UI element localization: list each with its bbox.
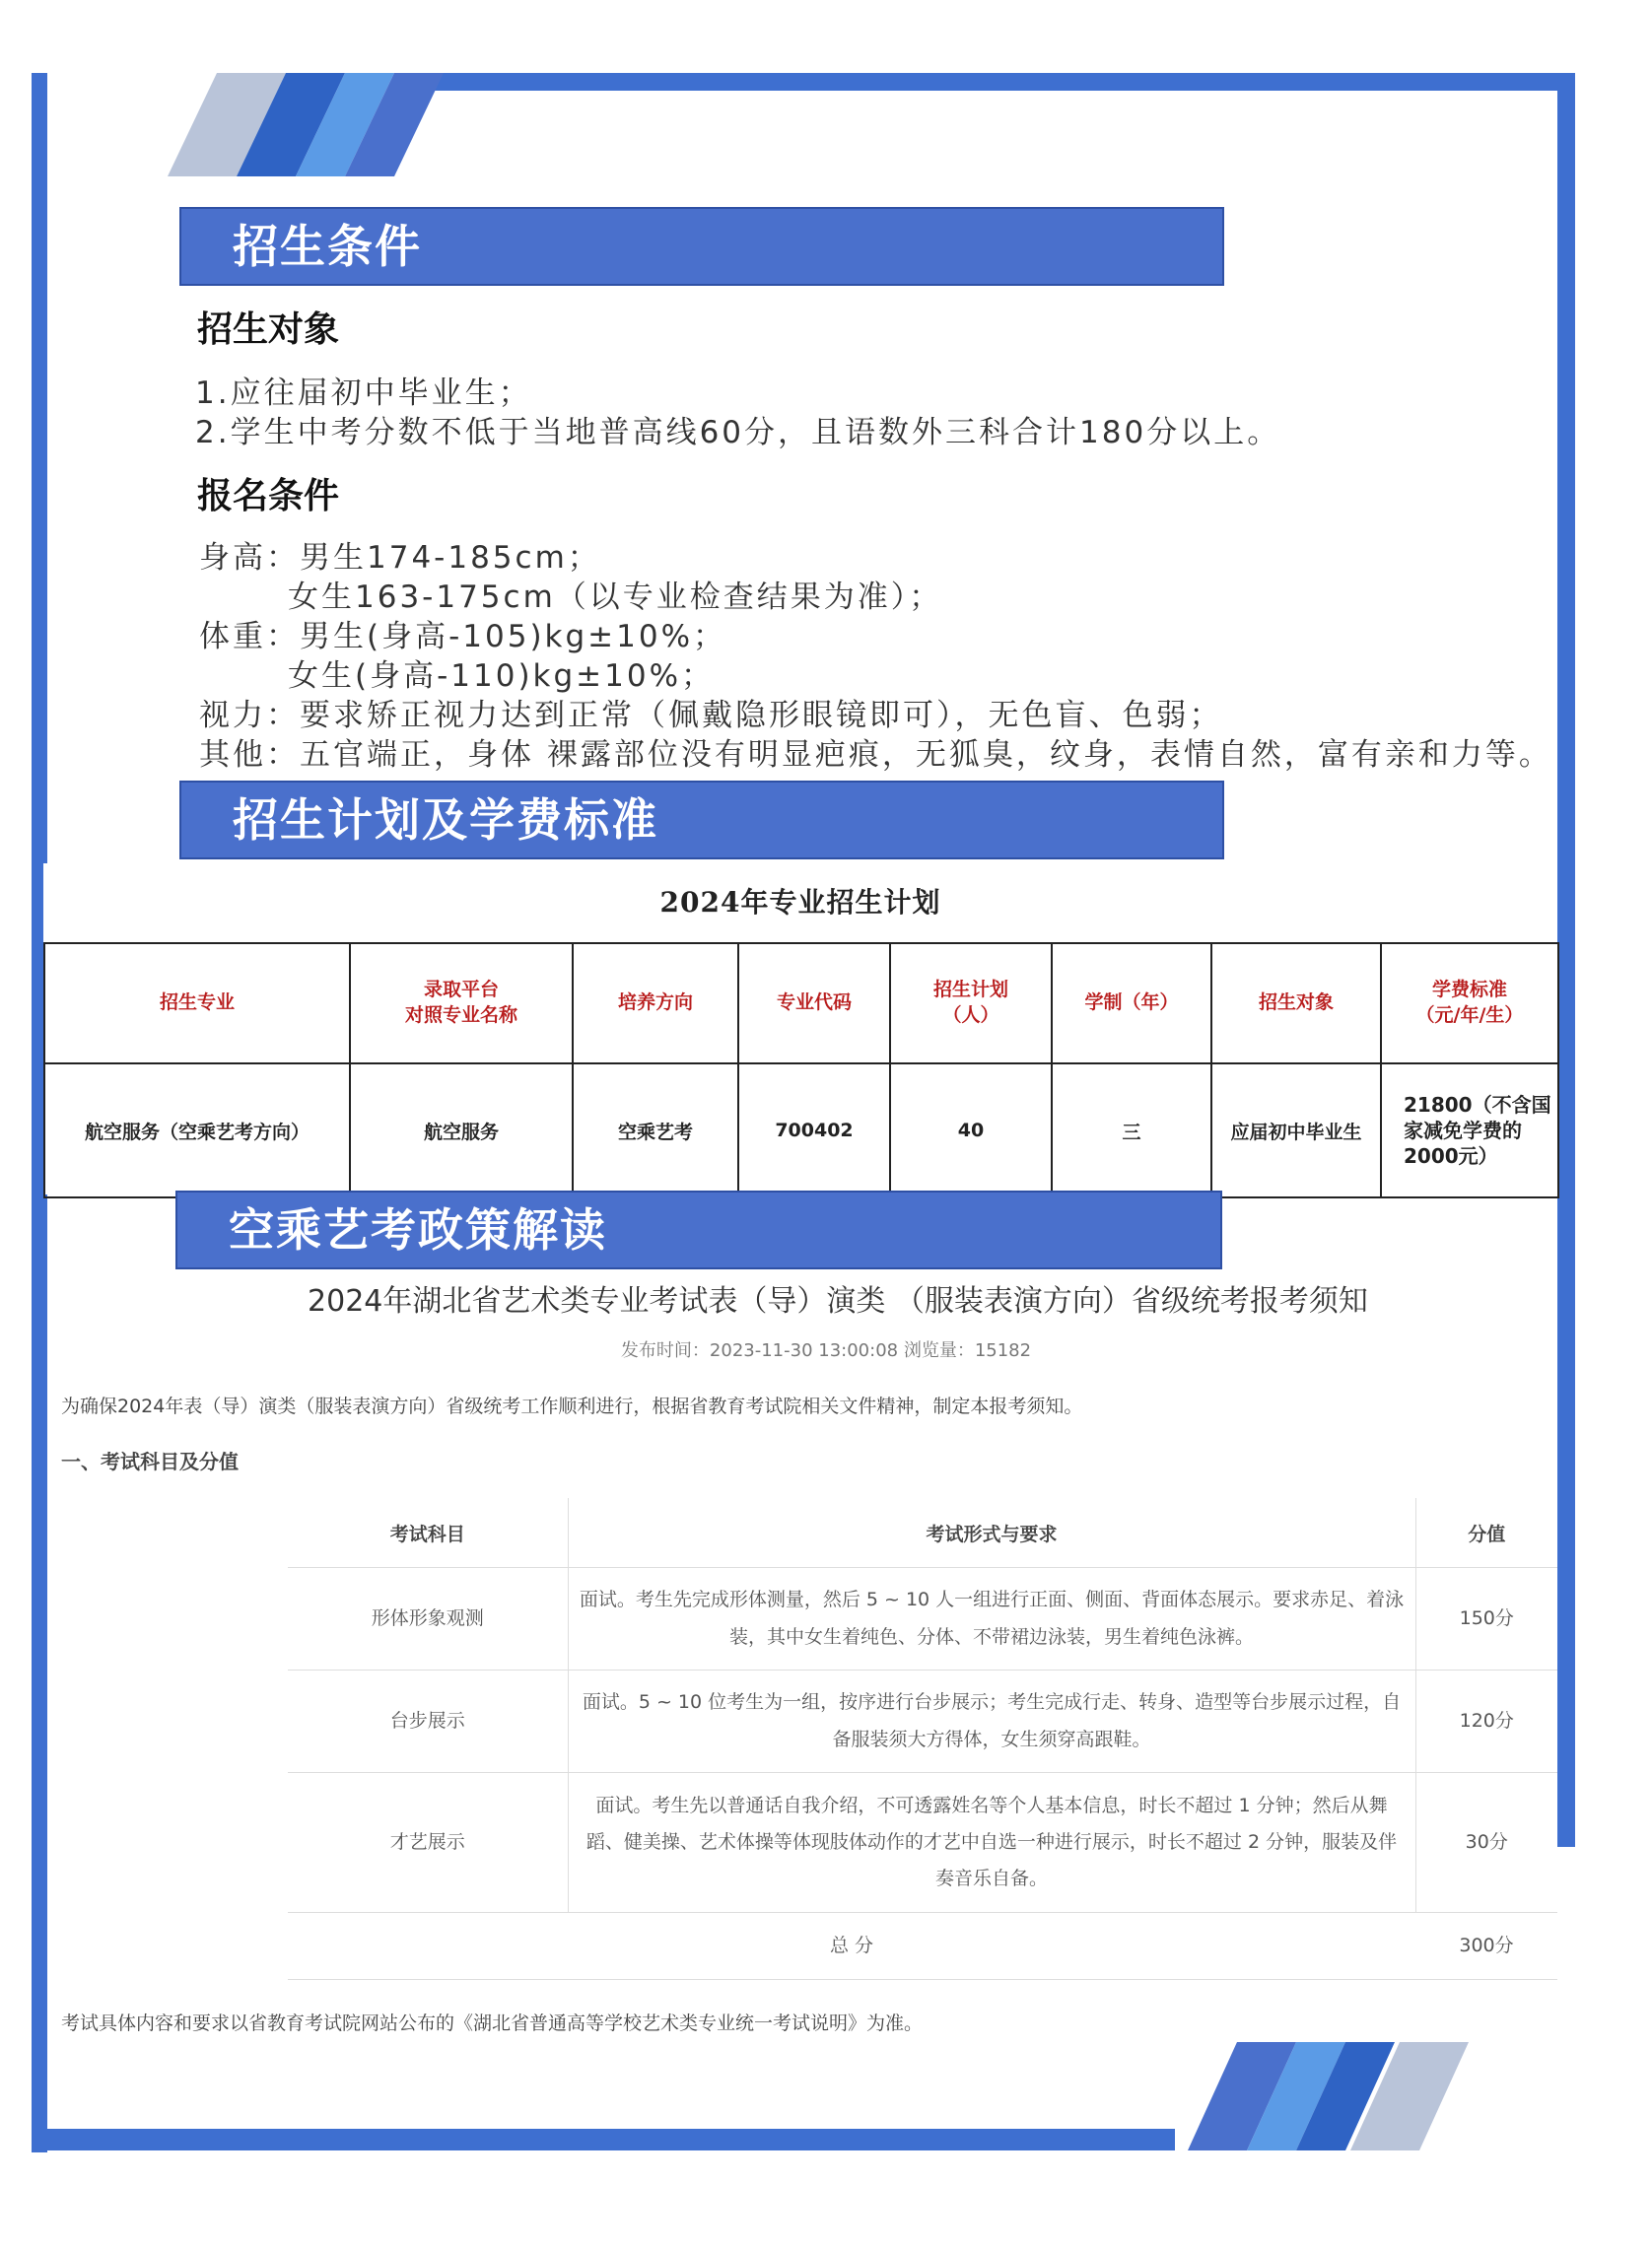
plan-table: [43, 942, 1559, 1198]
exam-notice-title: 2024年湖北省艺术类专业考试表（导）演类 （服装表演方向）省级统考报考须知: [308, 1284, 1368, 1319]
plan-cell-target: 应届初中毕业生: [1211, 1063, 1381, 1197]
plan-header-target: 招生对象: [1211, 943, 1381, 1063]
target-line-1: 1.应往届初中毕业生；: [195, 375, 532, 411]
exam-header-score: 分值: [1415, 1498, 1557, 1568]
exam-cell-subject: 才艺展示: [288, 1773, 568, 1913]
exam-cell-score: 30分: [1415, 1773, 1557, 1913]
frame-top-border: [406, 73, 1575, 91]
exam-footnote: 考试具体内容和要求以省教育考试院网站公布的《湖北省普通高等学校艺术类专业统一考试说明》为准。: [61, 2012, 924, 2034]
exam-cell-subject: 形体形象观测: [288, 1568, 568, 1671]
section-plan-header: 招生计划及学费标准: [179, 781, 1224, 859]
target-line-2: 2.学生中考分数不低于当地普高线60分，且语数外三科合计180分以上。: [195, 415, 1281, 450]
plan-cell-fee: 21800（不含国家减免学费的2000元）: [1381, 1063, 1558, 1197]
plan-cell-duration: 三: [1052, 1063, 1211, 1197]
exam-table-header-row: [288, 1498, 1557, 1568]
registration-height-male: 身高：男生174-185cm；: [199, 540, 601, 576]
plan-cell-major: 航空服务（空乘艺考方向）: [44, 1063, 350, 1197]
registration-weight-male: 体重：男生(身高-105)kg±10%；: [199, 619, 727, 654]
registration-height-female: 女生163-175cm（以专业检查结果为准）；: [288, 580, 943, 615]
exam-total-value: 300分: [1415, 1913, 1557, 1980]
bottom-stripes-decoration: [1188, 2042, 1483, 2152]
plan-header-platform-name: 录取平台 对照专业名称: [350, 943, 573, 1063]
section-conditions-header: 招生条件: [179, 207, 1224, 286]
registration-title: 报名条件: [197, 476, 340, 516]
exam-cell-format: 面试。考生先完成形体测量，然后 5 ~ 10 人一组进行正面、侧面、背面体态展示。要求赤足、着泳装，其中女生着纯色、分体、不带裙边泳装，男生着纯色泳裤。: [568, 1568, 1415, 1671]
exam-cell-subject: 台步展示: [288, 1671, 568, 1773]
plan-header-quota: 招生计划 （人）: [890, 943, 1052, 1063]
top-stripes-decoration: [148, 73, 444, 181]
plan-header-fee: 学费标准 （元/年/生）: [1381, 943, 1558, 1063]
exam-cell-score: 150分: [1415, 1568, 1557, 1671]
exam-row-talent: [288, 1773, 1557, 1913]
plan-header-duration: 学制（年）: [1052, 943, 1211, 1063]
registration-other: 其他：五官端正，身体 裸露部位没有明显疤痕，无狐臭，纹身，表情自然，富有亲和力等。: [199, 737, 1552, 773]
plan-table-header-row: [44, 943, 1558, 1063]
plan-cell-quota: 40: [890, 1063, 1052, 1197]
plan-table-container: [43, 863, 1557, 1194]
exam-notice-meta: 发布时间：2023-11-30 13:00:08 浏览量：15182: [620, 1340, 1032, 1361]
exam-cell-score: 120分: [1415, 1671, 1557, 1773]
exam-row-physique: [288, 1568, 1557, 1671]
exam-row-total: [288, 1913, 1557, 1980]
registration-vision: 视力：要求矫正视力达到正常（佩戴隐形眼镜即可），无色盲、色弱；: [199, 698, 1223, 733]
exam-section-subjects-title: 一、考试科目及分值: [61, 1450, 239, 1473]
plan-cell-direction: 空乘艺考: [573, 1063, 738, 1197]
section-policy-header: 空乘艺考政策解读: [175, 1191, 1222, 1269]
exam-notice-intro: 为确保2024年表（导）演类（服装表演方向）省级统考工作顺利进行，根据省教育考试院相关文件精神，制定本报考须知。: [61, 1396, 1083, 1417]
target-title: 招生对象: [197, 309, 340, 350]
frame-bottom-border: [32, 2129, 1175, 2150]
plan-table-row: [44, 1063, 1558, 1197]
plan-cell-code: 700402: [738, 1063, 890, 1197]
plan-header-code: 专业代码: [738, 943, 890, 1063]
exam-cell-format: 面试。考生先以普通话自我介绍，不可透露姓名等个人基本信息，时长不超过 1 分钟；然后从舞蹈、健美操、艺术体操等体现肢体动作的才艺中自选一种进行展示，时长不超过 2 分钟，服装及伴奏音乐自备。: [568, 1773, 1415, 1913]
exam-cell-format: 面试。5 ~ 10 位考生为一组，按序进行台步展示；考生完成行走、转身、造型等台步展示过程，自备服装须大方得体，女生须穿高跟鞋。: [568, 1671, 1415, 1773]
exam-subjects-table: [288, 1498, 1557, 1980]
plan-cell-platform-name: 航空服务: [350, 1063, 573, 1197]
registration-weight-female: 女生(身高-110)kg±10%；: [288, 658, 716, 694]
exam-total-label: 总 分: [288, 1913, 1415, 1980]
plan-header-major: 招生专业: [44, 943, 350, 1063]
plan-table-title: 2024年专业招生计划: [659, 886, 941, 919]
exam-header-format: 考试形式与要求: [568, 1498, 1415, 1568]
plan-header-direction: 培养方向: [573, 943, 738, 1063]
frame-right-border: [1557, 73, 1575, 1847]
exam-row-catwalk: [288, 1671, 1557, 1773]
exam-header-subject: 考试科目: [288, 1498, 568, 1568]
